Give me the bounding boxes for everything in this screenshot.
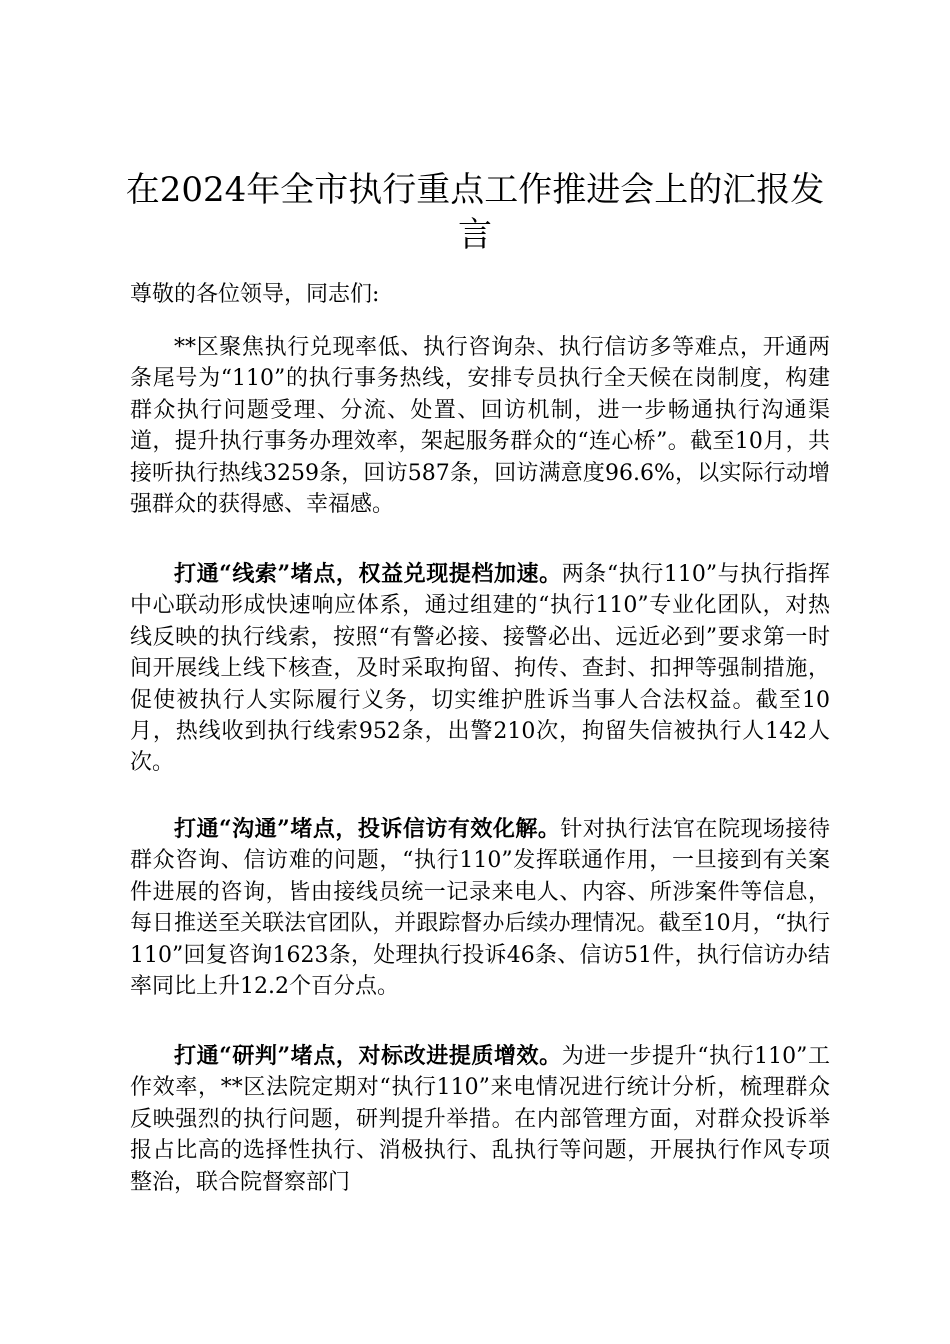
paragraph-body: 为进一步提升“执行110”工作效率，**区法院定期对“执行110”来电情况进行统计分析，梳理群众反映强烈的执行问题，研判提升举措。在内部管理方面，对群众投诉举报占比高的选择性执行、消极执行、乱执行等问题，开展执行作风专项整治，联合院督察部门: [130, 1044, 830, 1195]
paragraph-clues: [130, 559, 830, 779]
paragraph-body: **区聚焦执行兑现率低、执行咨询杂、执行信访多等难点，开通两条尾号为“110”的执行事务热线，安排专员执行全天候在岗制度，构建群众执行问题受理、分流、处置、回访机制，进一步畅通执行沟通渠道，提升执行事务办理效率，架起服务群众的“连心桥”。截至10月，共接听执行热线3259条，回访587条，回访满意度96.6%，以实际行动增强群众的获得感、幸福感。: [130, 335, 830, 518]
paragraph-communication: [130, 814, 830, 1002]
paragraph-heading: 打通“研判”堵点，对标改进提质增效。: [174, 1043, 562, 1069]
paragraph-analysis: [130, 1041, 830, 1198]
paragraph-body: 两条“执行110”与执行指挥中心联动形成快速响应体系，通过组建的“执行110”专业化团队，对热线反映的执行线索，按照“有警必接、接警必出、远近必到”要求第一时间开展线上线下核查，及时采取拘留、拘传、查封、扣押等强制措施，促使被执行人实际履行义务，切实维护胜诉当事人合法权益。截至10月，热线收到执行线索952条，出警210次，拘留失信被执行人142人次。: [130, 562, 830, 776]
paragraph-body: 针对执行法官在院现场接待群众咨询、信访难的问题，“执行110”发挥联通作用，一旦接到有关案件进展的咨询，皆由接线员统一记录来电人、内容、所涉案件等信息，每日推送至关联法官团队，并跟踪督办后续办理情况。截至10月，“执行110”回复咨询1623条，处理执行投诉46条、信访51件，执行信访办结率同比上升12.2个百分点。: [130, 817, 830, 1000]
paragraph-intro: [130, 332, 830, 520]
paragraph-heading: 打通“线索”堵点，权益兑现提档加速。: [174, 561, 562, 587]
paragraph-heading: 打通“沟通”堵点，投诉信访有效化解。: [174, 816, 561, 842]
salutation: 尊敬的各位领导，同志们:: [130, 282, 380, 307]
document-title: 在2024年全市执行重点工作推进会上的汇报发言: [125, 170, 825, 255]
